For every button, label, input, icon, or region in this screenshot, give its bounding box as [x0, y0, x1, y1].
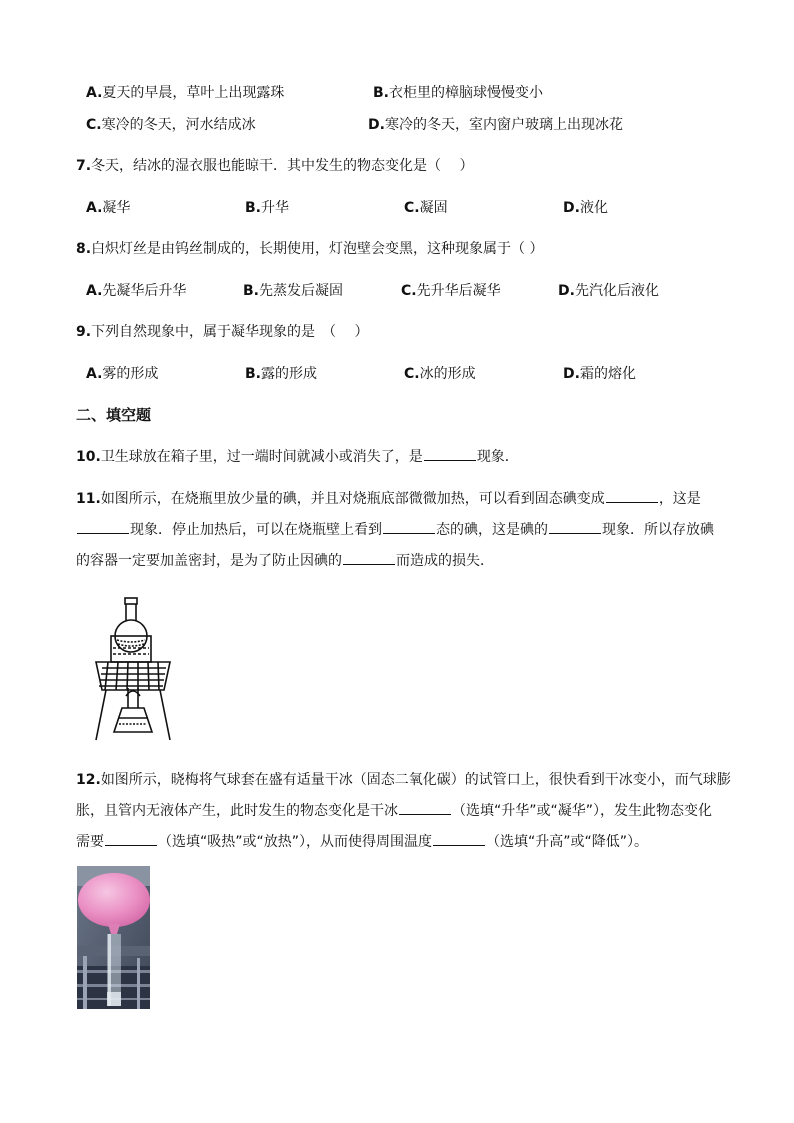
- question-number: 12.: [76, 772, 101, 788]
- answer-blank[interactable]: [549, 532, 601, 534]
- option-text: 寒冷的冬天，河水结成冰: [101, 117, 256, 133]
- question-text: 现象．停止加热后，可以在烧瓶壁上看到: [130, 522, 382, 538]
- question-8-stem: [76, 238, 544, 258]
- question-text: 需要: [76, 834, 104, 850]
- question-text: 卫生球放在箱子里，过一端时间就减小或消失了，是: [100, 449, 423, 465]
- option-letter: D.: [368, 117, 385, 133]
- question-text: 白炽灯丝是由钨丝制成的，长期使用，灯泡壁会变黑，这种现象属于（ ）: [91, 241, 544, 257]
- q9-option-b: [245, 363, 317, 383]
- q7-option-a: [86, 197, 130, 217]
- question-7-stem: [76, 155, 474, 175]
- option-text: 凝固: [419, 200, 448, 216]
- option-letter: A.: [86, 366, 103, 382]
- option-letter: B.: [243, 283, 259, 299]
- question-11-line-2: [76, 519, 714, 539]
- q6-option-b: [373, 82, 543, 102]
- question-11-line-1: [76, 488, 701, 508]
- option-letter: D.: [563, 200, 580, 216]
- question-text: 如图所示，在烧瓶里放少量的碘，并且对烧瓶底部微微加热，可以看到固态碘变成: [100, 491, 605, 507]
- option-letter: B.: [373, 85, 389, 101]
- question-12-line-2: [76, 800, 712, 820]
- option-text: 先升华后凝华: [416, 283, 501, 299]
- option-text: 先汽化后液化: [574, 283, 659, 299]
- question-10: [76, 446, 519, 466]
- q6-option-a: [86, 82, 284, 102]
- question-text: （选填“吸热”或“放热”），从而使得周围温度: [158, 834, 433, 850]
- option-text: 先凝华后升华: [102, 283, 187, 299]
- q7-option-d: [563, 197, 608, 217]
- question-number: 10.: [76, 449, 101, 465]
- q8-option-a: [86, 280, 186, 300]
- option-text: 液化: [579, 200, 608, 216]
- option-letter: C.: [401, 283, 417, 299]
- question-number: 11.: [76, 491, 101, 507]
- question-text: 态的碘，这是碘的: [436, 522, 548, 538]
- answer-blank[interactable]: [424, 459, 476, 461]
- question-text: 而造成的损失．: [396, 553, 494, 569]
- question-text: 下列自然现象中，属于凝华现象的是 （ ）: [91, 324, 369, 340]
- section-heading: 二、填空题: [76, 406, 152, 424]
- question-text: 如图所示，晓梅将气球套在盛有适量干冰（固态二氧化碳）的试管口上，很快看到干冰变小，而气球膨: [100, 772, 731, 788]
- question-text: 现象．所以存放碘: [602, 522, 714, 538]
- option-letter: A.: [86, 283, 103, 299]
- question-text: ，这是: [658, 491, 701, 507]
- question-number: 8.: [76, 241, 92, 257]
- question-text: 现象．: [476, 449, 519, 465]
- option-text: 夏天的早晨，草叶上出现露珠: [102, 85, 285, 101]
- q7-option-b: [245, 197, 289, 217]
- option-text: 雾的形成: [102, 366, 159, 382]
- option-text: 冰的形成: [419, 366, 476, 382]
- question-12-line-1: [76, 769, 731, 789]
- option-text: 寒冷的冬天，室内窗户玻璃上出现冰花: [384, 117, 623, 133]
- q8-option-d: [558, 280, 659, 300]
- option-letter: A.: [86, 85, 103, 101]
- question-12-line-3: [76, 831, 648, 851]
- answer-blank[interactable]: [399, 813, 451, 815]
- option-text: 升华: [261, 200, 289, 216]
- q7-option-c: [404, 197, 448, 217]
- option-text: 霜的熔化: [579, 366, 636, 382]
- option-text: 凝华: [102, 200, 131, 216]
- q9-option-a: [86, 363, 158, 383]
- option-letter: B.: [245, 200, 261, 216]
- option-letter: D.: [558, 283, 575, 299]
- q9-option-c: [404, 363, 476, 383]
- answer-blank[interactable]: [606, 501, 658, 503]
- option-text: 衣柜里的樟脑球慢慢变小: [389, 85, 543, 101]
- q8-option-b: [243, 280, 343, 300]
- answer-blank[interactable]: [105, 844, 157, 846]
- option-text: 露的形成: [261, 366, 317, 382]
- answer-blank[interactable]: [383, 532, 435, 534]
- option-letter: C.: [86, 117, 102, 133]
- question-text: （选填“升华”或“凝华”），发生此物态变化: [452, 803, 713, 819]
- q8-option-c: [401, 280, 501, 300]
- option-letter: D.: [563, 366, 580, 382]
- answer-blank[interactable]: [77, 532, 129, 534]
- question-text: 胀，且管内无液体产生，此时发生的物态变化是干冰: [76, 803, 398, 819]
- question-11-line-3: [76, 550, 494, 570]
- option-text: 先蒸发后凝固: [259, 283, 343, 299]
- q9-option-d: [563, 363, 636, 383]
- question-text: 的容器一定要加盖密封，是为了防止因碘的: [76, 553, 342, 569]
- option-letter: B.: [245, 366, 261, 382]
- answer-blank[interactable]: [343, 563, 395, 565]
- q6-option-c: [86, 114, 256, 134]
- option-letter: A.: [86, 200, 103, 216]
- answer-blank[interactable]: [433, 844, 485, 846]
- flask-heating-figure: [92, 592, 174, 742]
- question-number: 9.: [76, 324, 92, 340]
- question-text: （选填“升高”或“降低”）。: [486, 834, 649, 850]
- question-text: 冬天，结冰的湿衣服也能晾干．其中发生的物态变化是（ ）: [91, 158, 474, 174]
- question-number: 7.: [76, 158, 92, 174]
- q6-option-d: [368, 114, 623, 134]
- option-letter: C.: [404, 366, 420, 382]
- balloon-test-tube-photo: [77, 866, 150, 1009]
- option-letter: C.: [404, 200, 420, 216]
- question-9-stem: [76, 321, 369, 341]
